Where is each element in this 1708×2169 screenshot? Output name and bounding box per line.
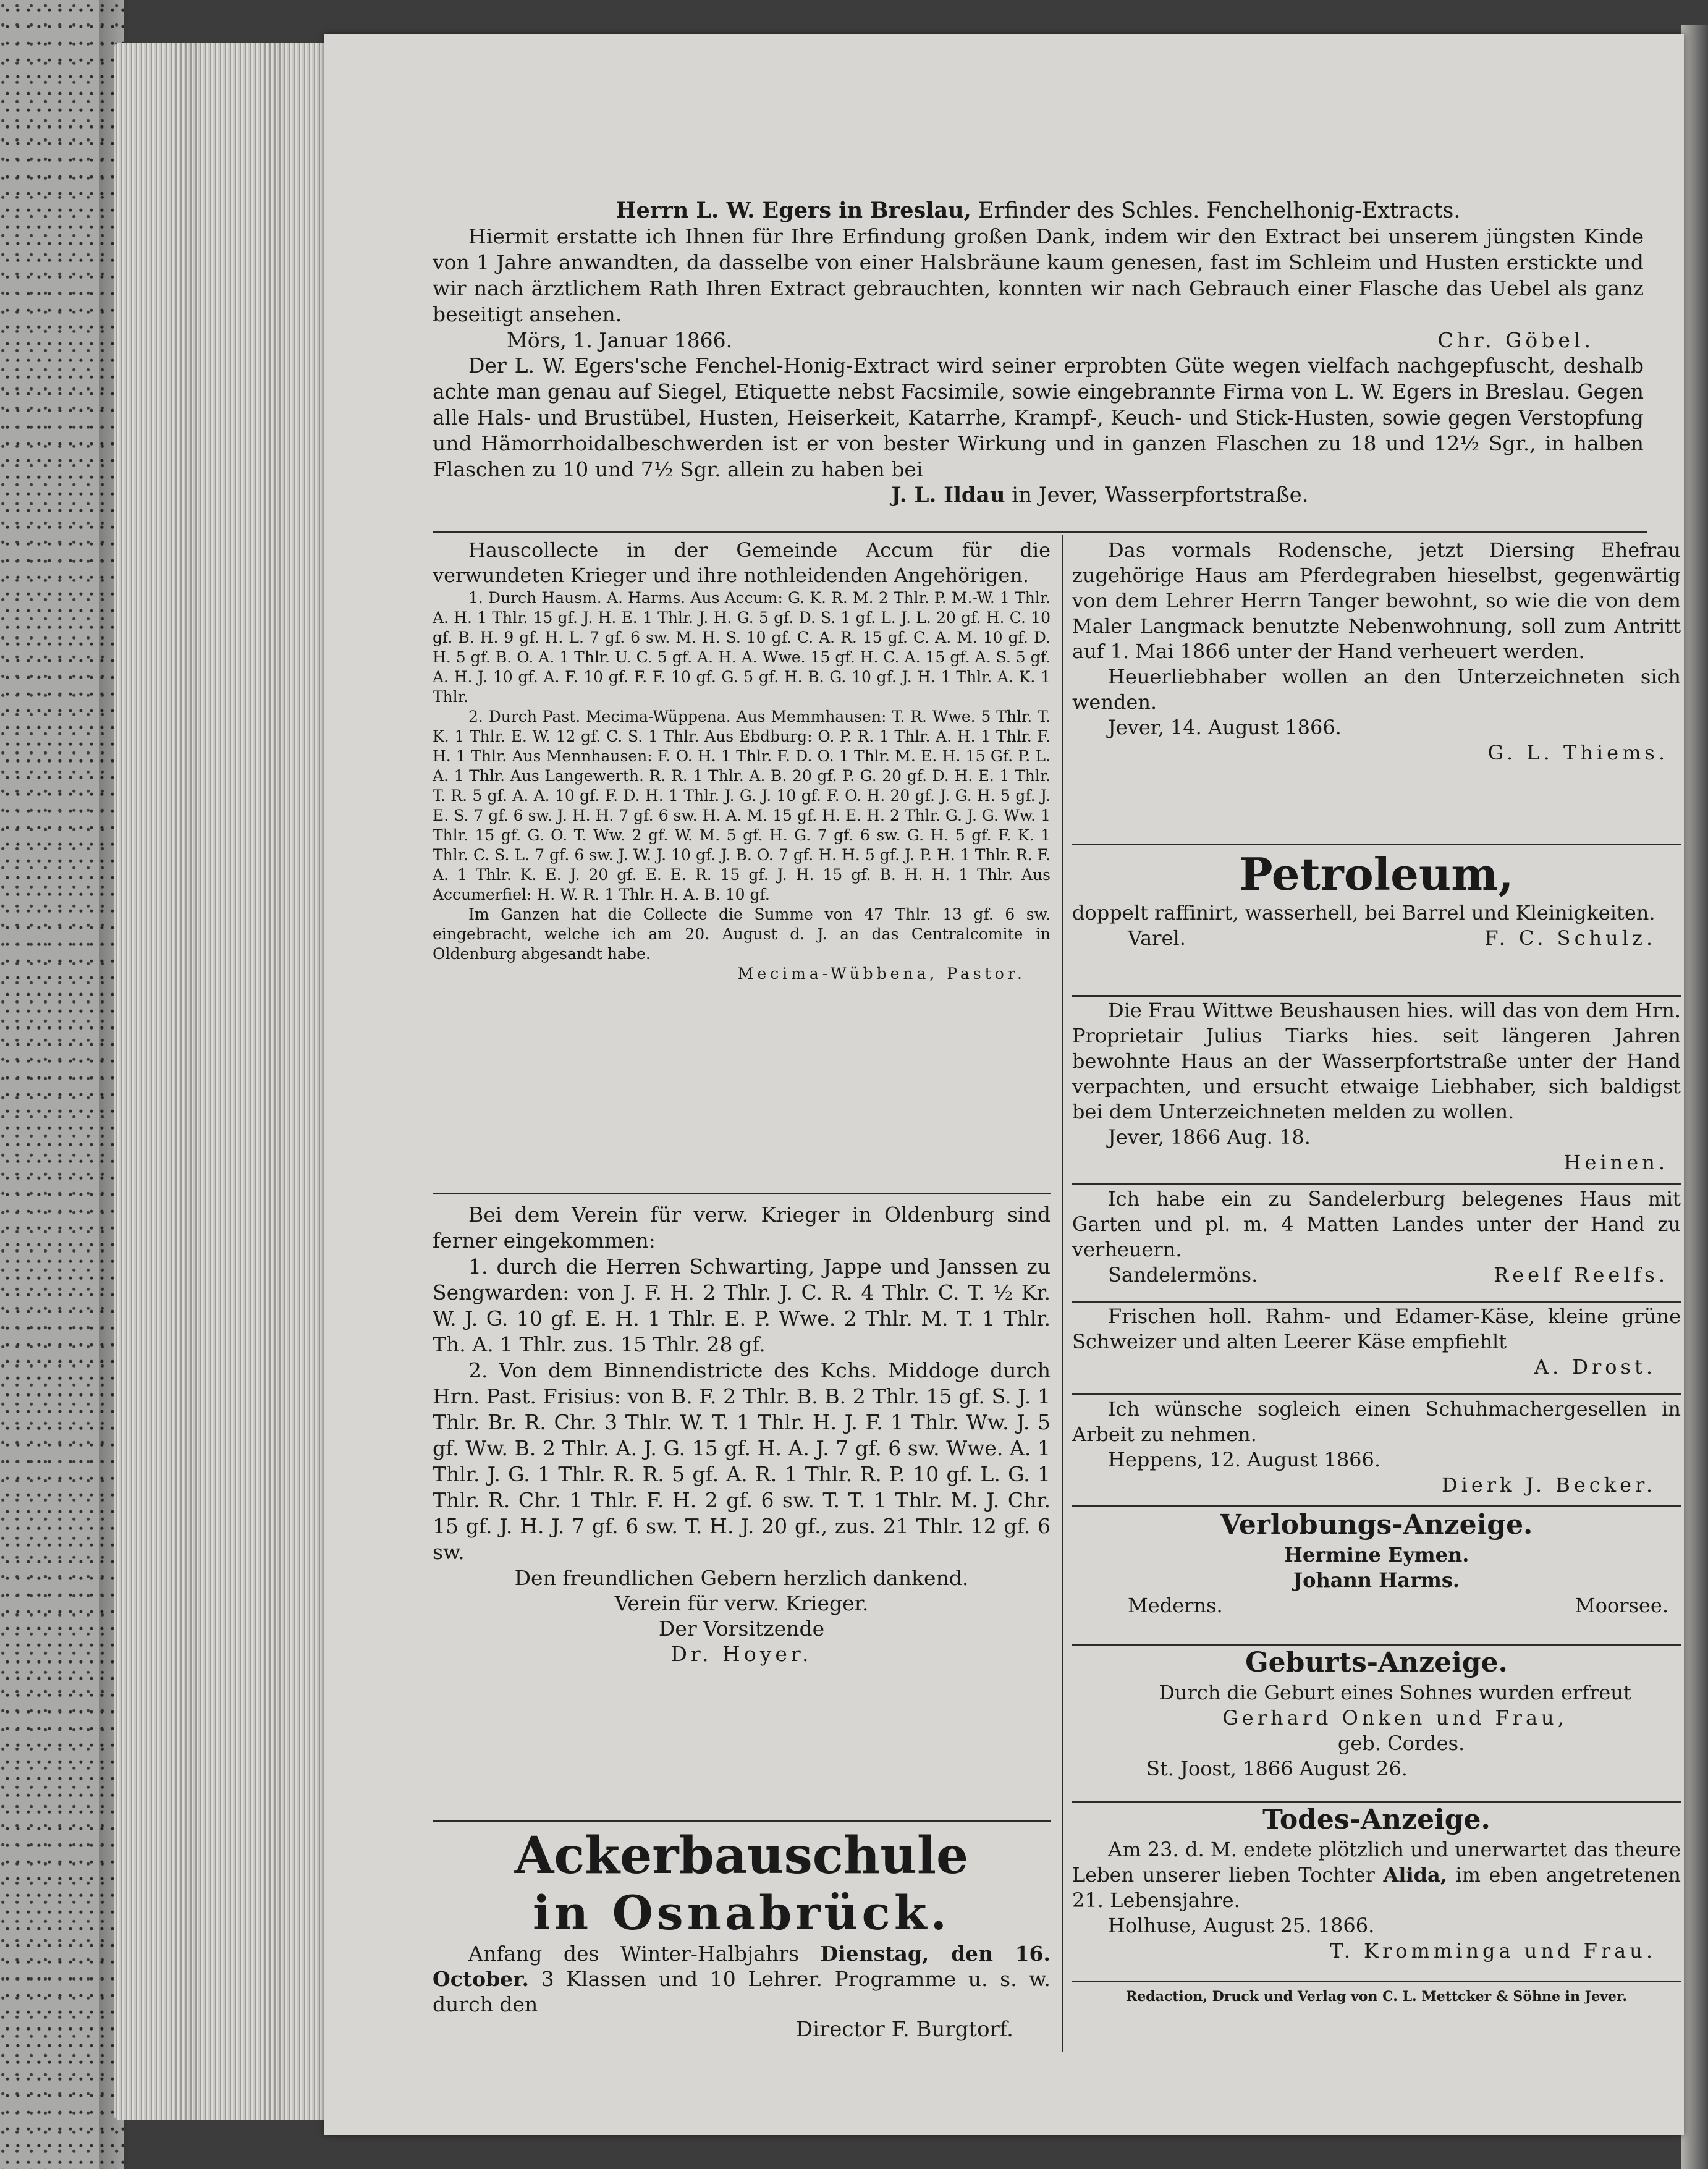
egers-product-text: Der L. W. Egers'sche Fenchel-Honig-Extract wird seiner erprobten Güte wegen vielfach nachgepfuscht, deshalb achte man genau auf Siegel, Etiquette nebst Facsimile, sowie eingebrannte Firma von L. W. Egers in Breslau. Gegen alle Hals- und Brustübel, Husten, Heiserkeit, Katarrhe, Krampf-, Keuch- und Stick-Husten, sowie gegen Verstopfung und Hämorrhoidalbeschwerden ist er von bester Wirkung und in ganzen Flaschen zu 18 und 12½ Sgr., in halben Flaschen zu 10 und 7½ Sgr. allein zu haben bei	[433, 353, 1644, 481]
death-text-b: im eben angetretenen 21. Lebensjahre.	[1072, 1863, 1681, 1912]
sandel-place: Sandelermöns.	[1108, 1263, 1258, 1287]
sandelerburg-notice	[1072, 1186, 1681, 1288]
birth-text: Durch die Geburt eines Sohnes wurden erfreut	[1159, 1681, 1631, 1704]
egers-dealer	[433, 483, 1644, 508]
egers-signer: Chr. Göbel.	[1437, 328, 1594, 352]
shoe-signature: Dierk J. Becker.	[1441, 1473, 1656, 1497]
facing-page-edge	[1681, 25, 1708, 2169]
egers-place-date: Mörs, 1. Januar 1866.	[507, 328, 733, 352]
house-text-2: Heuerliebhaber wollen an den Unterzeichneten sich wenden.	[1072, 665, 1681, 714]
school-text	[433, 1941, 1051, 2017]
house-text: Das vormals Rodensche, jetzt Diersing Ehefrau zugehörige Haus am Pferdegraben hieselbst, gegenwärtig von dem Lehrer Herrn Tanger bewohnt, so wie die von dem Maler Langmack benutzte Nebenwohnung, soll zum Antritt auf 1. Mai 1866 unter der Hand verheuert werden.	[1072, 538, 1681, 663]
petroleum-signature-row	[1072, 926, 1681, 951]
death-text	[1072, 1837, 1681, 1913]
death-notice	[1072, 1803, 1681, 1964]
cheese-text: Frischen holl. Rahm- und Edamer-Käse, kleine grüne Schweizer und alten Leerer Käse empfiehlt	[1072, 1304, 1681, 1353]
egers-signature-row	[433, 328, 1644, 353]
verein-org: Verein für verw. Krieger.	[614, 1591, 869, 1615]
school-text-date: Dienstag, den 16. October.	[433, 1942, 1051, 1991]
verein-heading: Bei dem Verein für verw. Krieger in Oldenburg sind ferner eingekommen:	[433, 1203, 1051, 1253]
right-divider-9	[1072, 1981, 1681, 1982]
verein-signature: Dr. Hoyer.	[670, 1642, 813, 1666]
collecte-signature: Mecima-Wübbena, Pastor.	[737, 965, 1026, 983]
column-divider	[1062, 535, 1063, 2052]
collecte-list-1: 1. Durch Hausm. A. Harms. Aus Accum: G. K. R. M. 2 Thlr. P. M.-W. 1 Thlr. A. H. 1 Thlr. 15 gf. J. H. E. 1 Thlr. J. H. G. 5 gf. D. S. 1 gf. L. J. L. 20 gf. H. C. 10 gf. B. H. 9 gf. H. L. 7 gf. 6 sw. M. H. S. 10 gf. C. A. R. 15 gf. C. A. M. 10 gf. D. H. 5 gf. B. O. A. 1 Thlr. U. C. 5 gf. A. H. A. Wwe. 15 gf. H. C. A. 15 gf. A. S. 5 gf. A. H. J. 10 gf. A. F. 10 gf. F. F. 10 gf. G. 5 gf. H. B. G. 10 gf. J. H. 1 Thlr. A. K. 1 Thlr.	[433, 589, 1051, 706]
petroleum-title: Petroleum,	[1239, 848, 1514, 900]
egers-title-rest: Erfinder des Schles. Fenchelhonig-Extracts.	[978, 198, 1461, 223]
house-date: Jever, 14. August 1866.	[1108, 716, 1342, 739]
engage-title: Verlobungs-Anzeige.	[1220, 1509, 1533, 1541]
school-text-c: 3 Klassen und 10 Lehrer. Programme u. s. w. durch den	[433, 1967, 1051, 2016]
right-divider-6	[1072, 1505, 1681, 1507]
egers-testimonial: Hiermit erstatte ich Ihnen für Ihre Erfindung großen Dank, indem wir den Extract bei unserem jüngsten Kinde von 1 Jahre anwandten, da dasselbe von einer Halsbräune kaum genesen, fast im Schleim und Husten erstickte und wir nach ärztlichem Rath Ihren Extract gebrauchten, konnten wir nach Gebrauch einer Flasche das Uebel als ganz beseitigt ansehen.	[433, 224, 1644, 326]
death-title: Todes-Anzeige.	[1262, 1804, 1490, 1835]
top-divider	[433, 531, 1647, 533]
school-title-line2: in Osnabrück.	[533, 1885, 950, 1940]
death-name: Alida,	[1383, 1863, 1447, 1887]
petroleum-place: Varel.	[1128, 926, 1186, 950]
birth-names: Gerhard Onken und Frau,	[1222, 1706, 1568, 1730]
left-divider-2	[433, 1820, 1051, 1822]
right-divider-3	[1072, 1183, 1681, 1185]
right-divider-2	[1072, 995, 1681, 997]
birth-title: Geburts-Anzeige.	[1245, 1647, 1508, 1678]
beushausen-notice	[1072, 998, 1681, 1175]
sandel-text: Ich habe ein zu Sandelerburg belegenes Haus mit Garten und pl. m. 4 Matten Landes unter der Hand zu verheuern.	[1072, 1187, 1681, 1261]
collecte-sum: Im Ganzen hat die Collecte die Summe von 47 Thlr. 13 gf. 6 sw. eingebracht, welche ich am 20. August d. J. an das Centralcomite in Oldenburg abgesandt habe.	[433, 905, 1051, 963]
death-text-a: Am 23. d. M. endete plötzlich und unerwartet das theure Leben unserer lieben Tochter	[1072, 1838, 1681, 1887]
collecte-list-2: 2. Durch Past. Mecima-Wüppena. Aus Memmhausen: T. R. Wwe. 5 Thlr. T. K. 1 Thlr. E. W. 12 gf. C. S. 1 Thlr. Aus Ebdburg: O. P. R. 1 Thlr. A. H. 1 Thlr. F. H. 1 Thlr. Aus Mennhausen: F. O. H. 1 Thlr. F. D. O. 1 Thlr. M. E. H. 15 Gf. P. L. A. 1 Thlr. Aus Langewerth. R. R. 1 Thlr. A. B. 20 gf. P. G. 20 gf. D. H. E. 1 Thlr. T. R. 5 gf. A. A. 10 gf. F. D. H. 1 Thlr. J. G. J. 10 gf. F. O. H. 20 gf. J. G. H. 5 gf. J. E. S. 7 gf. 6 sw. J. H. H. 7 gf. 6 sw. H. A. M. 15 gf. H. E. H. 2 Thlr. G. J. G. Ww. 1 Thlr. 15 gf. G. O. T. Ww. 2 gf. W. M. 5 gf. H. G. 7 gf. 6 sw. G. H. 5 gf. F. K. 1 Thlr. C. S. L. 7 gf. 6 sw. J. W. J. 10 gf. J. B. O. 7 gf. H. H. 5 gf. J. P. H. 1 Thlr. R. F. A. 1 Thlr. K. E. J. 20 gf. E. E. R. 15 gf. J. H. 15 gf. B. H. H. 1 Thlr. Aus Accumerfiel: H. W. R. 1 Thlr. H. A. B. 10 gf.	[433, 708, 1051, 903]
cheese-signature: A. Drost.	[1534, 1355, 1656, 1379]
school-director: Director F. Burgtorf.	[795, 2017, 1013, 2042]
verein-notice	[433, 1202, 1051, 1667]
right-divider-5	[1072, 1393, 1681, 1395]
house-signature: G. L. Thiems.	[1487, 741, 1668, 764]
beus-text: Die Frau Wittwe Beushausen hies. will das von dem Hrn. Proprietair Julius Tiarks hies. seit längeren Jahren bewohnte Haus an der Wasserpfortstraße unter der Hand verpachten, und ersucht etwaige Liebhaber, sich baldigst bei dem Unterzeichneten melden zu wollen.	[1072, 999, 1681, 1123]
school-text-a: Anfang des Winter-Halbjahrs	[468, 1942, 799, 1966]
collecte-heading: Hauscollecte in der Gemeinde Accum für die verwundeten Krieger und ihre nothleidenden Angehörigen.	[433, 538, 1051, 587]
egers-dealer-address: in Jever, Wasserpfortstraße.	[1012, 483, 1309, 507]
egers-title	[433, 198, 1644, 224]
birth-nee: geb. Cordes.	[1337, 1731, 1465, 1755]
shoemaker-notice	[1072, 1397, 1681, 1498]
engage-name-1: Hermine Eymen.	[1283, 1543, 1469, 1566]
verein-chair: Der Vorsitzende	[658, 1617, 825, 1641]
left-column	[433, 538, 1051, 984]
ackerbauschule-ad	[433, 1826, 1051, 2042]
verein-thanks: Den freundlichen Gebern herzlich dankend.	[514, 1566, 969, 1590]
engage-name-2: Johann Harms.	[1293, 1568, 1460, 1592]
egers-title-name: Herrn L. W. Egers in Breslau,	[615, 198, 971, 223]
left-divider-1	[433, 1193, 1051, 1194]
shoe-date: Heppens, 12. August 1866.	[1108, 1448, 1381, 1471]
egers-advertisement	[433, 198, 1644, 508]
beus-signature: Heinen.	[1563, 1151, 1668, 1174]
imprint-line: Redaction, Druck und Verlag von C. L. Mettcker & Söhne in Jever.	[1125, 1989, 1628, 2005]
engage-place-1: Mederns.	[1128, 1594, 1223, 1617]
engagement-notice	[1072, 1508, 1681, 1618]
school-title-line1: Ackerbauschule	[514, 1826, 969, 1885]
engage-place-2: Moorsee.	[1575, 1594, 1668, 1617]
petroleum-signature: F. C. Schulz.	[1484, 926, 1656, 950]
petroleum-text: doppelt raffinirt, wasserhell, bei Barrel und Kleinigkeiten.	[1072, 901, 1655, 924]
sandel-signature: Reelf Reelfs.	[1494, 1263, 1668, 1287]
book-page-edges	[114, 43, 328, 2120]
birth-notice	[1072, 1646, 1681, 1782]
death-signature: T. Kromminga und Frau.	[1330, 1939, 1656, 1963]
haus-rodensche-notice	[1072, 538, 1681, 766]
shoe-text: Ich wünsche sogleich einen Schuhmachergesellen in Arbeit zu nehmen.	[1072, 1397, 1681, 1446]
death-date: Holhuse, August 25. 1866.	[1108, 1914, 1375, 1937]
verein-list-2: 2. Von dem Binnendistricte des Kchs. Middoge durch Hrn. Past. Frisius: von B. F. 2 Thlr. B. B. 2 Thlr. 15 gf. S. J. 1 Thlr. Br. R. Chr. 3 Thlr. W. T. 1 Thlr. H. J. F. 1 Thlr. Ww. J. 5 gf. Ww. B. 2 Thlr. A. J. G. 15 gf. H. A. J. 7 gf. 6 sw. Wwe. A. 1 Thlr. J. G. 1 Thlr. R. R. 5 gf. A. R. 1 Thlr. R. P. 10 gf. L. G. 1 Thlr. R. Chr. 1 Thlr. F. H. 2 gf. 6 sw. T. T. 1 Thlr. M. J. Chr. 15 gf. J. H. J. 7 gf. 6 sw. T. H. J. 20 gf., zus. 21 Thlr. 12 gf. 6 sw.	[433, 1358, 1051, 1564]
verein-list-1: 1. durch die Herren Schwarting, Jappe und Janssen zu Sengwarden: von J. F. H. 2 Thlr. J. C. R. 4 Thlr. C. T. ½ Kr. W. J. G. 10 gf. E. H. 1 Thlr. E. P. Wwe. 2 Thlr. M. T. 1 Thlr. Th. A. 1 Thlr. zus. 15 Thlr. 28 gf.	[433, 1254, 1051, 1356]
right-divider-1	[1072, 844, 1681, 845]
right-divider-4	[1072, 1301, 1681, 1303]
beus-date: Jever, 1866 Aug. 18.	[1108, 1125, 1311, 1149]
sandel-signature-row	[1072, 1262, 1681, 1288]
hauscollecte-notice	[433, 538, 1051, 984]
birth-date: St. Joost, 1866 August 26.	[1146, 1757, 1408, 1780]
egers-dealer-name: J. L. Ildau	[891, 483, 1005, 507]
petroleum-ad	[1072, 848, 1681, 951]
cheese-ad	[1072, 1304, 1681, 1380]
engage-places-row	[1072, 1593, 1681, 1618]
newspaper-page	[324, 34, 1684, 2135]
